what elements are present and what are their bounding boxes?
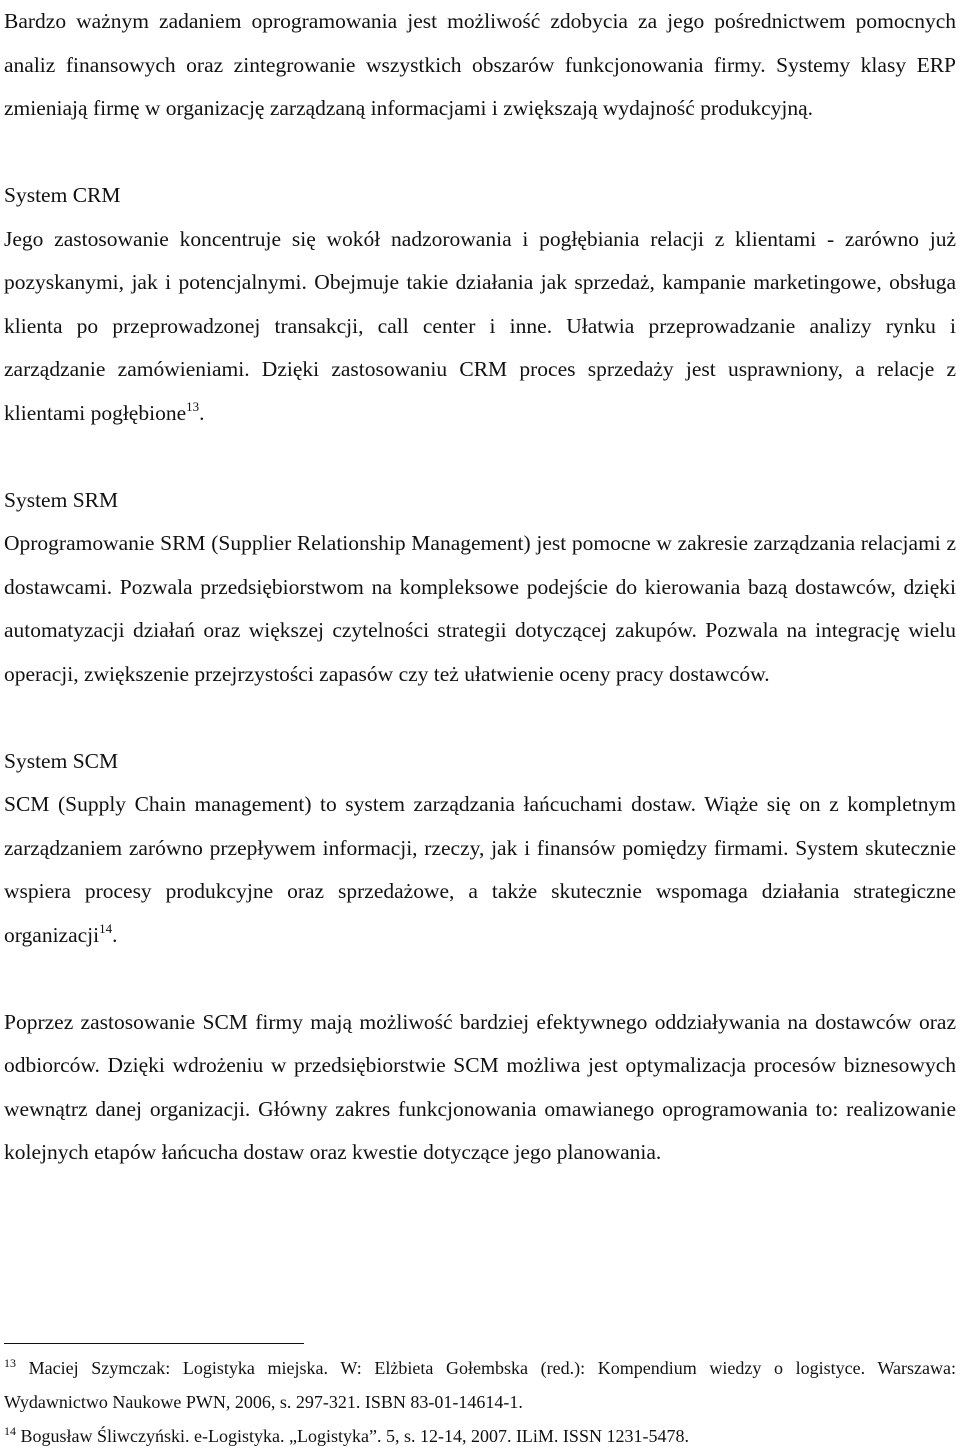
footnotes (4, 1351, 956, 1453)
scm-text: SCM (Supply Chain management) to system zarządzania łańcuchami dostaw. Wiąże się on z kompletnym zarządzaniem zarówno przepływem informacji, rzeczy, jak i finansów pomiędzy firmami. System skutecznie wspiera procesy produkcyjne oraz sprzedażowe, a także skutecznie wspomaga działania strategiczne organizacji (4, 792, 956, 947)
intro-paragraph: Bardzo ważnym zadaniem oprogramowania jest możliwość zdobycia za jego pośrednictwem pomocnych analiz finansowych oraz zintegrowanie wszystkich obszarów funkcjonowania firmy. Systemy klasy ERP zmieniają firmę w organizację zarządzaną informacjami i zwiększają wydajność produkcyjną. (4, 9, 956, 120)
section-heading-srm: System SRM (4, 487, 119, 512)
footnote-ref-14[interactable]: 14 (99, 920, 113, 936)
spacer (4, 696, 956, 740)
section-heading-crm: System CRM (4, 183, 121, 207)
footnote-separator (4, 1343, 304, 1344)
section-heading-scm: System SCM (4, 748, 119, 773)
scm-text-end: . (112, 922, 118, 947)
spacer (4, 131, 956, 175)
crm-text-end: . (199, 400, 205, 425)
document-body (4, 0, 956, 1175)
closing-paragraph: Poprzez zastosowanie SCM firmy mają możliwość bardziej efektywnego oddziaływania na dostawców oraz odbiorców. Dzięki wdrożeniu w przedsiębiorstwie SCM możliwa jest optymalizacja procesów biznesowych wewnątrz danej organizacji. Główny zakres funkcjonowania omawianego oprogramowania to: realizowanie kolejnych etapów łańcucha dostaw oraz kwestie dotyczące jego planowania. (4, 1009, 956, 1164)
crm-text: Jego zastosowanie koncentruje się wokół nadzorowania i pogłębiania relacji z klientami - zarówno już pozyskanymi, jak i potencjalnymi. Obejmuje takie działania jak sprzedaż, kampanie marketingowe, obsługa klienta po przeprowadzonej transakcji, call center i inne. Ułatwia przeprowadzanie analizy rynku i zarządzanie zamówieniami. Dzięki zastosowaniu CRM proces sprzedaży jest usprawniony, a relacje z klientami pogłębione (4, 226, 956, 425)
spacer (4, 435, 956, 479)
scm-paragraph (4, 783, 956, 957)
footnote-number: 14 (4, 1424, 16, 1438)
footnote-text: Bogusław Śliwczyński. e-Logistyka. „Logistyka”. 5, s. 12-14, 2007. ILiM. ISSN 1231-5478. (16, 1426, 689, 1446)
srm-paragraph: Oprogramowanie SRM (Supplier Relationship Management) jest pomocne w zakresie zarządzania relacjami z dostawcami. Pozwala przedsiębiorstwom na kompleksowe podejście do kierowania bazą dostawców, dzięki automatyzacji działań oraz większej czytelności strategii dotyczącej zakupów. Pozwala na integrację wielu operacji, zwiększenie przejrzystości zapasów czy też ułatwienie oceny pracy dostawców. (4, 531, 956, 686)
crm-paragraph (4, 218, 956, 436)
footnote-text: Maciej Szymczak: Logistyka miejska. W: Elżbieta Gołembska (red.): Kompendium wiedzy o logistyce. Warszawa: Wydawnictwo Naukowe PWN, 2006, s. 297-321. ISBN 83-01-14614-1. (4, 1358, 956, 1412)
footnote-13 (4, 1351, 956, 1419)
footnote-number: 13 (4, 1356, 16, 1370)
footnote-14 (4, 1419, 956, 1453)
footnote-ref-13[interactable]: 13 (186, 398, 200, 414)
spacer (4, 957, 956, 1001)
